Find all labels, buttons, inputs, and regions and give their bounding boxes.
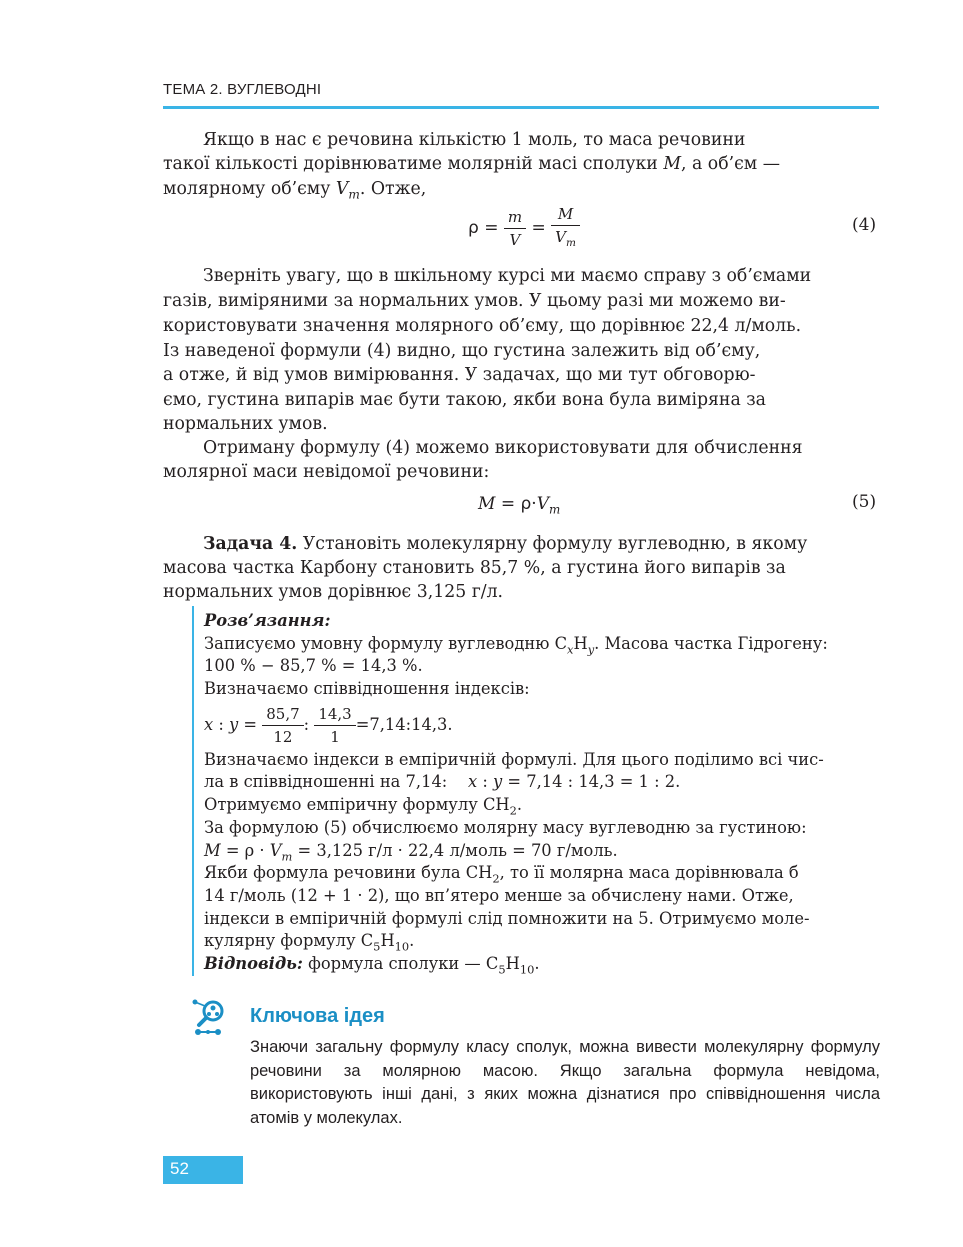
task-line2: масова частка Карбону становить 85,7 %, а густина його випарів за <box>163 558 786 578</box>
para2-line: а отже, й від умов вимірювання. У задачах, що ми тут обговорю- <box>163 365 756 385</box>
solution-line: 14 г/моль (12 + 1 · 2), що вп’ятеро менше за обчислену нами. Отже, <box>204 885 794 905</box>
solution-line: За формулою (5) обчислюємо молярну масу вуглеводню за густиною: <box>204 817 807 837</box>
solution-line: індекси в емпіричній формулі слід помножити на 5. Отримуємо моле- <box>204 908 810 928</box>
solution-bar <box>192 606 194 976</box>
para2-line: Із наведеної формули (4) видно, що густина залежить від об’єму, <box>163 341 761 361</box>
key-idea-text: Знаючи загальну формулу класу сполук, можна вивести молекулярну формулу речовини за молярною масою. Якщо загальна формула невідома, використовують інші дані, з яких можна дізнатися про співвідношення числа атомів у молекулах. <box>250 1038 880 1127</box>
para1-line3: молярному об’єму $V_m$. Отже, <box>163 179 427 202</box>
para2-line: Зверніть увагу, що в шкільному курсі ми маємо справу з об’ємами <box>203 266 812 286</box>
equation-5: $M = \rho\cdot V_m$ <box>478 494 561 517</box>
solution-line: Якби формула речовини була $CH_2$, то її молярна маса дорівнювала б <box>204 863 799 886</box>
solution-line: кулярну формулу $C_5H_{10}$. <box>204 931 415 954</box>
solution-heading: Розв’язання: <box>204 611 331 630</box>
solution-answer: Відповідь: формула сполуки — $C_5H_{10}$. <box>204 953 540 977</box>
solution-line: $M = \rho \cdot V_m = 3,125$ г/л · 22,4 л/моль = 70 г/моль. <box>204 840 618 863</box>
page-number: 52 <box>170 1159 189 1178</box>
task-line3: нормальних умов дорівнює 3,125 г/л. <box>163 582 504 602</box>
equation-5-number: (5) <box>852 492 877 512</box>
header-divider <box>163 106 879 109</box>
chapter-header: ТЕМА 2. ВУГЛЕВОДНІ <box>163 81 322 98</box>
solution-line: 100 % − 85,7 % = 14,3 %. <box>204 656 423 676</box>
task-line1: Задача 4. Установіть молекулярну формулу вуглеводню, в якому <box>203 534 808 554</box>
solution-line: ла в співвідношенні на 7,14: x : y = 7,14 : 14,3 = 1 : 2. <box>204 772 681 792</box>
molecule-magnifier-icon <box>190 998 230 1038</box>
equation-4-number: (4) <box>852 215 877 235</box>
ratio-formula: x : y = $\frac{85,7}{12}$ : $\frac{14,3}{1}$ =7,14:14,3. <box>204 704 453 746</box>
key-idea-title: Ключова ідея <box>250 1005 385 1027</box>
para1-line1: Якщо в нас є речовина кількістю 1 моль, то маса речовини <box>203 130 746 150</box>
solution-line: Визначаємо співвідношення індексів: <box>204 679 530 699</box>
solution-line: Записуємо умовну формулу вуглеводню $C_xH_y$. Масова частка Гідрогену: <box>204 633 828 656</box>
para3-line: Отриману формулу (4) можемо використовувати для обчислення <box>203 438 803 458</box>
solution-line: Визначаємо індекси в емпіричній формулі. Для цього поділимо всі чис- <box>204 749 824 769</box>
para1-line2: такої кількості дорівнюватиме молярній масі сполуки M, а об’єм — <box>163 154 780 174</box>
equation-4: ρ = $\frac{m}{V}$ = $\frac{M}{V_m}$ <box>468 203 580 254</box>
para2-line: нормальних умов. <box>163 414 328 434</box>
para3-line: молярної маси невідомої речовини: <box>163 462 490 482</box>
solution-line: Отримуємо емпіричну формулу $CH_2$. <box>204 795 523 818</box>
task-label: Задача 4. <box>203 534 298 554</box>
para2-line: ємо, густина випарів має бути такою, якби вона була виміряна за <box>163 390 766 410</box>
para2-line: газів, виміряними за нормальних умов. У цьому разі ми можемо ви- <box>163 291 786 311</box>
para2-line: користовувати значення молярного об’єму, що дорівнює 22,4 л/моль. <box>163 316 802 336</box>
solution-block <box>204 610 884 976</box>
